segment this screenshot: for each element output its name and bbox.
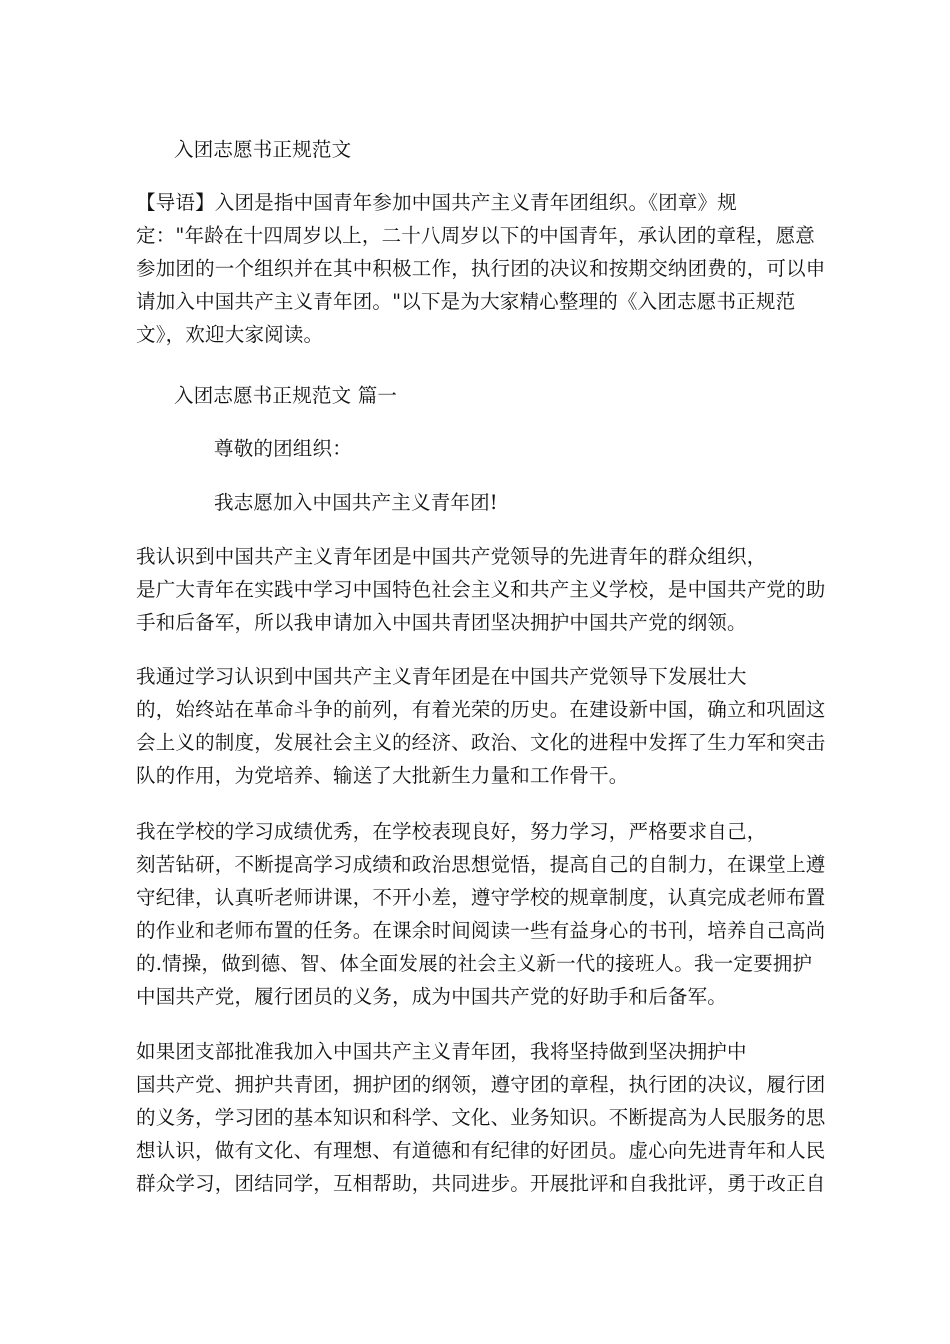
paragraph4-line: 如果团支部批准我加入中国共产主义青年团，我将坚持做到坚决拥护中	[136, 1040, 747, 1063]
paragraph4-line: 想认识，做有文化、有理想、有道德和有纪律的好团员。虚心向先进青年和人民	[136, 1139, 826, 1162]
intro-line: 请加入中国共产主义青年团。"以下是为大家精心整理的《入团志愿书正规范	[136, 290, 796, 313]
paragraph4-line: 群众学习，团结同学，互相帮助，共同进步。开展批评和自我批评，勇于改正自	[136, 1172, 826, 1195]
paragraph1-line: 手和后备军，所以我申请加入中国共青团坚决拥护中国共产党的纲领。	[136, 611, 747, 634]
paragraph3-line: 的作业和老师布置的任务。在课余时间阅读一些有益身心的书刊，培养自己高尚	[136, 919, 826, 942]
salutation: 尊敬的团组织：	[214, 437, 352, 460]
paragraph3-line: 刻苦钻研，不断提高学习成绩和政治思想觉悟，提高自己的自制力，在课堂上遵	[136, 853, 826, 876]
declaration: 我志愿加入中国共产主义青年团!	[214, 491, 498, 514]
paragraph2-line: 的，始终站在革命斗争的前列，有着光荣的历史。在建设新中国，确立和巩固这	[136, 698, 826, 721]
intro-line: 参加团的一个组织并在其中积极工作，执行团的决议和按期交纳团费的，可以申	[136, 257, 826, 280]
intro-line: 文》，欢迎大家阅读。	[136, 323, 324, 346]
paragraph3-line: 守纪律，认真听老师讲课，不开小差，遵守学校的规章制度，认真完成老师布置	[136, 886, 826, 909]
document-title: 入团志愿书正规范文	[174, 138, 352, 161]
paragraph1-line: 我认识到中国共产主义青年团是中国共产党领导的先进青年的群众组织，	[136, 545, 767, 568]
paragraph3-line: 我在学校的学习成绩优秀，在学校表现良好，努力学习，严格要求自己，	[136, 820, 767, 843]
paragraph4-line: 的义务，学习团的基本知识和科学、文化、业务知识。不断提高为人民服务的思	[136, 1106, 826, 1129]
paragraph1-line: 是广大青年在实践中学习中国特色社会主义和共产主义学校，是中国共产党的助	[136, 578, 826, 601]
paragraph2-line: 队的作用，为党培养、输送了大批新生力量和工作骨干。	[136, 764, 629, 787]
section-title: 入团志愿书正规范文 篇一	[174, 384, 398, 407]
paragraph3-line: 的.情操，做到德、智、体全面发展的社会主义新一代的接班人。我一定要拥护	[136, 952, 813, 975]
intro-line: 【导语】入团是指中国青年参加中国共产主义青年团组织。《团章》规	[136, 191, 737, 214]
paragraph3-line: 中国共产党，履行团员的义务，成为中国共产党的好助手和后备军。	[136, 985, 728, 1008]
intro-line: 定："年龄在十四周岁以上，二十八周岁以下的中国青年，承认团的章程，愿意	[136, 224, 815, 247]
paragraph4-line: 国共产党、拥护共青团，拥护团的纲领，遵守团的章程，执行团的决议，履行团	[136, 1073, 826, 1096]
paragraph2-line: 我通过学习认识到中国共产主义青年团是在中国共产党领导下发展壮大	[136, 665, 747, 688]
paragraph2-line: 会上义的制度，发展社会主义的经济、政治、文化的进程中发挥了生力军和突击	[136, 731, 826, 754]
